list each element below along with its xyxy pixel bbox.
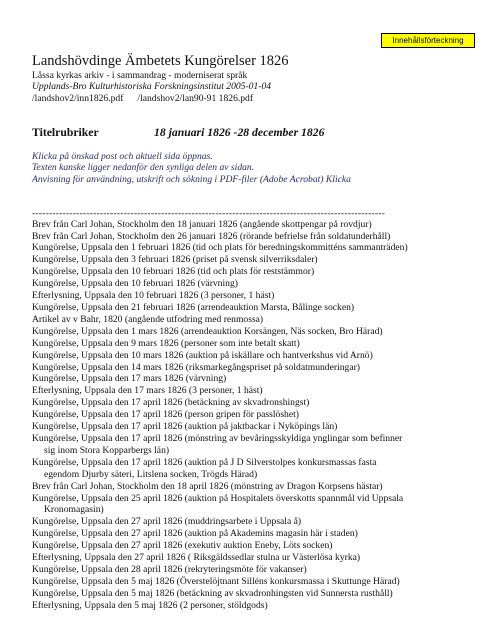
entry-text: Kungörelse, Uppsala den 5 maj 1826 (Överstelöjtnant Silléns konkursmassa i Skuttunge Härad)	[32, 575, 400, 587]
entry-text: Efterlysning, Uppsala den 17 mars 1826 (3 personer, 1 häst)	[32, 385, 263, 397]
entry-text: Kungörelse, Uppsala den 27 april 1826 (exekutiv auktion Eneby, Löts socken)	[32, 540, 333, 552]
entry-text: Kungörelse, Uppsala den 25 april 1826 (auktion på Hospitalets överskotts spannmål vid Uppsala	[32, 492, 404, 504]
entry-text: Brev från Carl Johan, Stockholm den 18 april 1826 (mönstring av Dragon Korpsens hästar)	[32, 480, 383, 492]
list-item[interactable]	[32, 302, 472, 314]
list-item[interactable]	[32, 528, 472, 540]
list-item[interactable]	[32, 219, 472, 231]
instruction-line: Klicka på önskad post och aktuell sida öppnas.	[32, 150, 213, 162]
list-item[interactable]	[32, 314, 472, 326]
list-item[interactable]	[32, 362, 472, 374]
entry-text: Kungörelse, Uppsala den 5 maj 1826 (betäckning av skvadronhingsten vid Sunnersta rusthåll)	[32, 587, 393, 599]
entry-text: Kungörelse, Uppsala den 10 februari 1826 (värvning)	[32, 278, 238, 290]
entry-text: Kungörelse, Uppsala den 1 februari 1826 (tid och plats för beredningskommitténs sammanträden)	[32, 242, 408, 254]
pdf-link-index[interactable]: /landshov2/inn1826.pdf	[32, 92, 124, 104]
entry-text-continuation: egendom Djurby säteri, Litslena socken, Trögds Härad)	[44, 468, 258, 480]
entry-text: Artikel av v Bahr, 1820 (angående utfodring med renmossa)	[32, 313, 264, 325]
entry-text: Kungörelse, Uppsala den 28 april 1826 (rekryteringsmöte för vakanser)	[32, 563, 307, 575]
divider-line: --------------------------------------------------------------------------------------------------------	[32, 207, 386, 219]
list-item[interactable]	[32, 552, 472, 564]
entry-text: Kungörelse, Uppsala den 17 april 1826 (auktion på jaktbackar i Nyköpings län)	[32, 421, 338, 433]
instruction-link[interactable]: Anvisning för användning, utskrift och sökning i PDF-filer (Adobe Acrobat) Klicka	[32, 174, 351, 186]
list-item[interactable]	[32, 433, 472, 457]
list-item[interactable]	[32, 409, 472, 421]
entry-text: Kungörelse, Uppsala den 9 mars 1826 (personer som inte betalt skatt)	[32, 337, 300, 349]
list-item[interactable]	[32, 481, 472, 493]
entry-list	[32, 219, 472, 612]
list-item[interactable]	[32, 350, 472, 362]
list-item[interactable]	[32, 493, 472, 517]
list-item[interactable]	[32, 254, 472, 266]
instruction-line: Texten kanske ligger nedanför den synliga delen av sidan.	[32, 162, 255, 174]
entry-text: Kungörelse, Uppsala den 17 april 1826 (betäckning av skvadronshingst)	[32, 397, 310, 409]
toc-button[interactable]: Innehållsförteckning	[381, 33, 475, 48]
list-item[interactable]	[32, 231, 472, 243]
list-item[interactable]	[32, 457, 472, 481]
list-item[interactable]	[32, 397, 472, 409]
entry-text: Kungörelse, Uppsala den 17 mars 1826 (värvning)	[32, 373, 227, 385]
entry-text: Efterlysning, Uppsala den 10 februari 1826 (3 personer, 1 häst)	[32, 290, 275, 302]
list-item[interactable]	[32, 385, 472, 397]
entry-text: Kungörelse, Uppsala den 10 februari 1826 (tid och plats för reststämmor)	[32, 266, 315, 278]
list-item[interactable]	[32, 326, 472, 338]
list-item[interactable]	[32, 576, 472, 588]
list-item[interactable]	[32, 564, 472, 576]
document-page	[32, 52, 472, 612]
list-item[interactable]	[32, 242, 472, 254]
titles-label: Titelrubriker	[32, 125, 99, 139]
entry-text-continuation: Kronomagasin)	[44, 504, 104, 516]
titles-heading	[32, 126, 472, 140]
list-item[interactable]	[32, 588, 472, 600]
entry-text: Kungörelse, Uppsala den 27 april 1826 (auktion på Akademins magasin här i staden)	[32, 528, 358, 540]
entry-text: Kungörelse, Uppsala den 17 april 1826 (person gripen för passlöshet)	[32, 409, 299, 421]
entry-text: Kungörelse, Uppsala den 14 mars 1826 (riksmarkegångspriset på soldatmunderingar)	[32, 361, 360, 373]
entry-text-continuation: sig inom Stora Kopparbergs län)	[44, 444, 170, 456]
entry-text: Efterlysning, Uppsala den 5 maj 1826 (2 personer, stöldgods)	[32, 599, 268, 611]
entry-text: Kungörelse, Uppsala den 27 april 1826 (muddringsarbete i Uppsala å)	[32, 516, 302, 528]
list-item[interactable]	[32, 600, 472, 612]
entry-text: Kungörelse, Uppsala den 3 februari 1826 (priset på svensk silverriksdaler)	[32, 254, 318, 266]
entry-text: Brev från Carl Johan, Stockholm den 18 januari 1826 (angående skottpengar på rovdjur)	[32, 218, 372, 230]
institute-line: Upplands-Bro Kulturhistoriska Forskningsinstitut 2005-01-04	[32, 81, 272, 93]
entry-text: Kungörelse, Uppsala den 1 mars 1826 (arrendeauktion Korsängen, Näs socken, Bro Härad)	[32, 325, 383, 337]
list-item[interactable]	[32, 278, 472, 290]
entry-text: Kungörelse, Uppsala den 10 mars 1826 (auktion på iskällare och hantverkshus vid Arnö)	[32, 349, 373, 361]
list-item[interactable]	[32, 516, 472, 528]
document-title: Landshövdinge Ämbetets Kungörelser 1826	[32, 53, 289, 69]
entry-text: Efterlysning, Uppsala den 27 april 1826 ( Riksgäldssedlar stulna ur Västerlösa kyrka)	[32, 552, 361, 564]
list-item[interactable]	[32, 266, 472, 278]
list-item[interactable]	[32, 338, 472, 350]
entry-text: Kungörelse, Uppsala den 21 februari 1826 (arrendeauktion Marsta, Bålinge socken)	[32, 302, 355, 314]
date-range: 18 januari 1826 -28 december 1826	[154, 125, 325, 139]
list-item[interactable]	[32, 373, 472, 385]
entry-text: Kungörelse, Uppsala den 17 april 1826 (auktion på J D Silverstolpes konkursmassas fasta	[32, 456, 377, 468]
list-item[interactable]	[32, 421, 472, 433]
pdf-link-volume[interactable]: /landshov2/lan90-91 1826.pdf	[137, 92, 254, 104]
list-item[interactable]	[32, 540, 472, 552]
entry-text: Kungörelse, Uppsala den 17 april 1826 (mönstring av bevåringsskyldiga ynglingar som befinner	[32, 432, 403, 444]
instructions	[32, 151, 472, 186]
list-item[interactable]	[32, 290, 472, 302]
archive-subtitle: Låssa kyrkas arkiv - i sammandrag - moderniserat språk	[32, 70, 248, 81]
pdf-links	[32, 93, 472, 104]
entry-text: Brev från Carl Johan, Stockholm den 26 januari 1826 (rörande befrielse från soldatunderhåll)	[32, 230, 391, 242]
